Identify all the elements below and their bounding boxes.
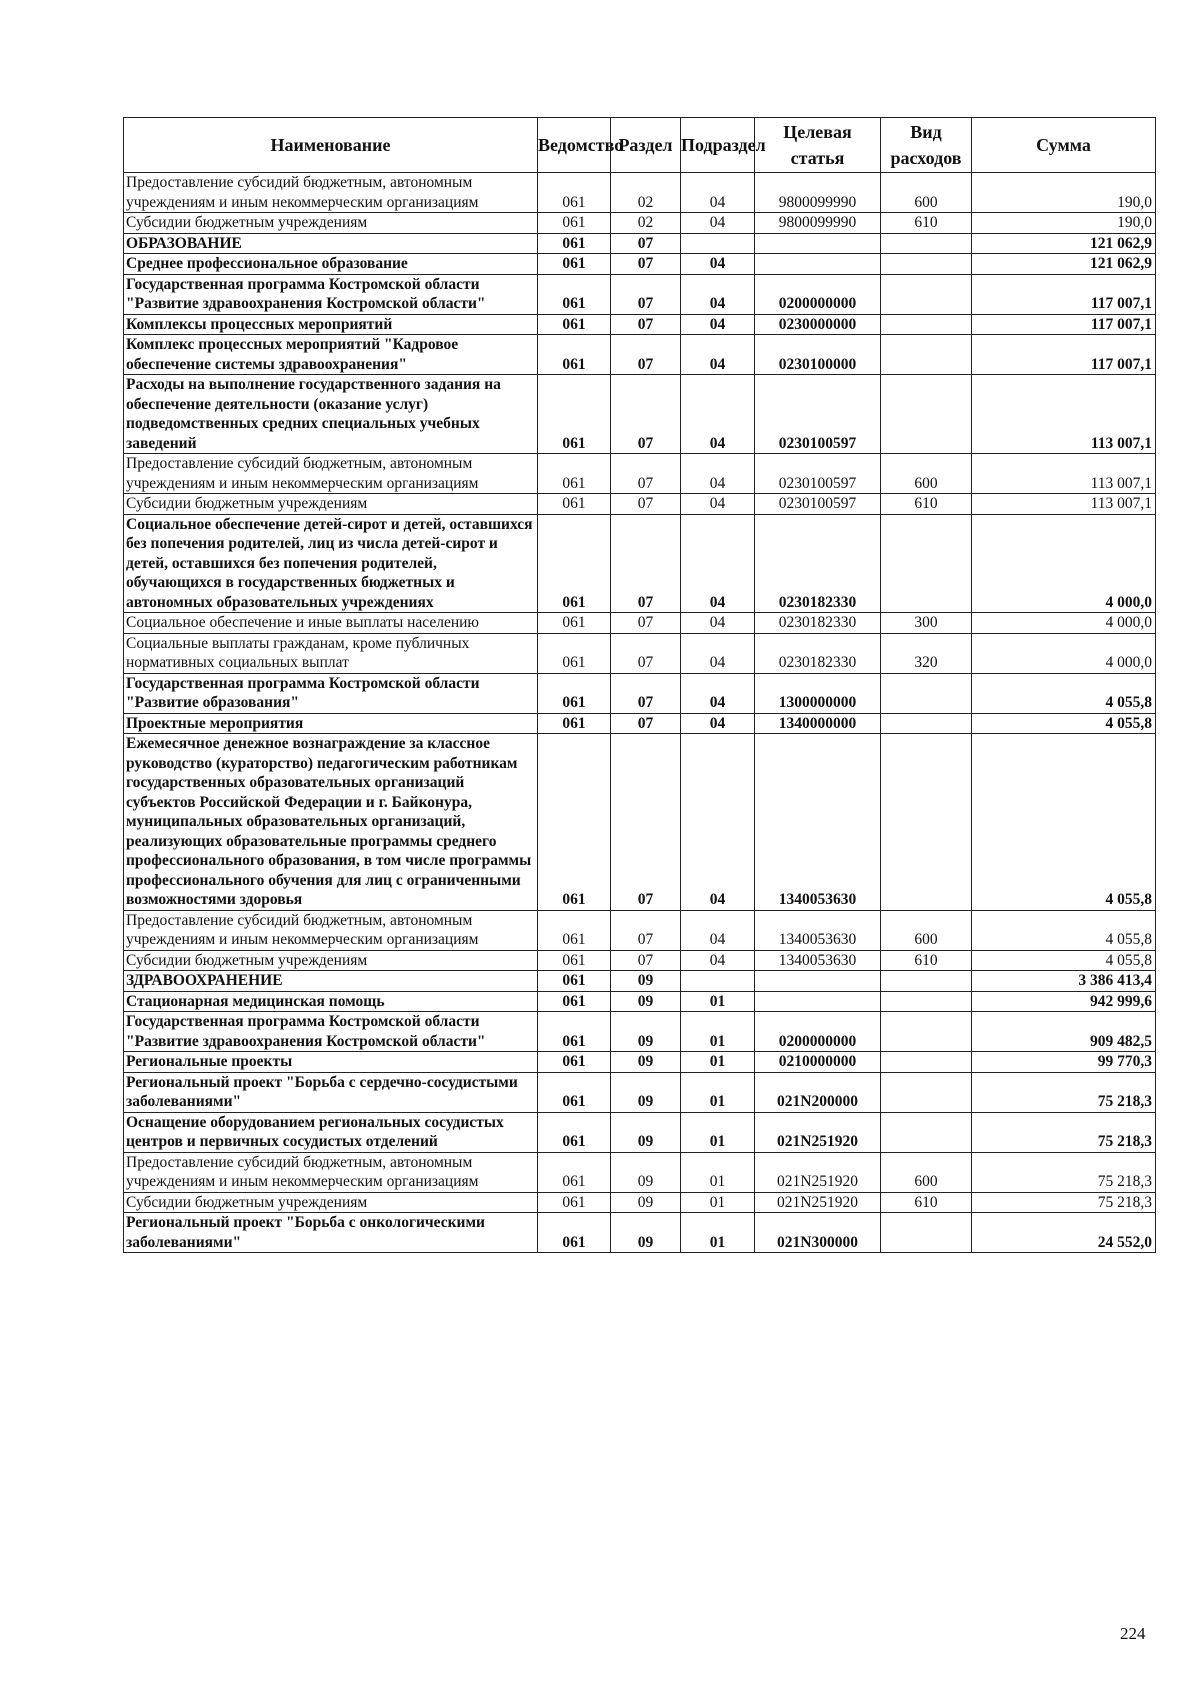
cell-name: Субсидии бюджетным учреждениям: [124, 950, 538, 971]
cell-section: 09: [611, 1152, 681, 1192]
cell-name: ОБРАЗОВАНИЕ: [124, 233, 538, 254]
cell-section: 07: [611, 633, 681, 673]
table-body: [124, 173, 1156, 1253]
cell-sum: 121 062,9: [972, 233, 1156, 254]
cell-target: 9800099990: [755, 213, 881, 234]
cell-sum: 4 055,8: [972, 950, 1156, 971]
table-row: [124, 734, 1156, 911]
cell-subsection: 04: [681, 274, 755, 314]
cell-ministry: 061: [538, 1152, 611, 1192]
table-row: [124, 213, 1156, 234]
table-row: [124, 1012, 1156, 1052]
header-ministry: Ведомство: [538, 118, 611, 173]
cell-target: 021N251920: [755, 1192, 881, 1213]
table-row: [124, 254, 1156, 275]
cell-section: 07: [611, 494, 681, 515]
cell-sum: 942 999,6: [972, 991, 1156, 1012]
table-row: [124, 971, 1156, 992]
cell-exp-type: [881, 734, 972, 911]
cell-subsection: 01: [681, 1072, 755, 1112]
cell-sum: 4 055,8: [972, 673, 1156, 713]
cell-target: 0200000000: [755, 274, 881, 314]
cell-sum: 117 007,1: [972, 314, 1156, 335]
cell-exp-type: [881, 314, 972, 335]
cell-section: 07: [611, 314, 681, 335]
cell-subsection: 04: [681, 910, 755, 950]
cell-target: 021N200000: [755, 1072, 881, 1112]
cell-ministry: 061: [538, 950, 611, 971]
cell-name: Проектные мероприятия: [124, 713, 538, 734]
table-row: [124, 1192, 1156, 1213]
cell-name: Государственная программа Костромской области "Развитие здравоохранения Костромской области": [124, 274, 538, 314]
cell-ministry: 061: [538, 713, 611, 734]
cell-name: ЗДРАВООХРАНЕНИЕ: [124, 971, 538, 992]
cell-target: 1340053630: [755, 734, 881, 911]
table-row: [124, 335, 1156, 375]
cell-name: Субсидии бюджетным учреждениям: [124, 1192, 538, 1213]
table-row: [124, 613, 1156, 634]
table-row: [124, 514, 1156, 613]
cell-name: Оснащение оборудованием региональных сосудистых центров и первичных сосудистых отделений: [124, 1112, 538, 1152]
cell-sum: 121 062,9: [972, 254, 1156, 275]
cell-subsection: 04: [681, 734, 755, 911]
cell-name: Предоставление субсидий бюджетным, автономным учреждениям и иным некоммерческим организациям: [124, 910, 538, 950]
cell-ministry: 061: [538, 734, 611, 911]
table-row: [124, 375, 1156, 454]
cell-exp-type: 320: [881, 633, 972, 673]
cell-sum: 113 007,1: [972, 454, 1156, 494]
cell-exp-type: [881, 673, 972, 713]
cell-sum: 75 218,3: [972, 1152, 1156, 1192]
cell-subsection: [681, 233, 755, 254]
cell-section: 07: [611, 335, 681, 375]
cell-target: 0230182330: [755, 514, 881, 613]
cell-target: 1340053630: [755, 950, 881, 971]
cell-name: Государственная программа Костромской области "Развитие образования": [124, 673, 538, 713]
table-row: [124, 910, 1156, 950]
cell-target: 021N251920: [755, 1112, 881, 1152]
cell-sum: 117 007,1: [972, 335, 1156, 375]
cell-section: 09: [611, 1213, 681, 1253]
cell-ministry: 061: [538, 1112, 611, 1152]
budget-table: [123, 117, 1156, 1253]
cell-subsection: 01: [681, 991, 755, 1012]
cell-sum: 113 007,1: [972, 375, 1156, 454]
cell-section: 07: [611, 233, 681, 254]
cell-exp-type: [881, 971, 972, 992]
cell-sum: 4 055,8: [972, 734, 1156, 911]
cell-ministry: 061: [538, 335, 611, 375]
cell-ministry: 061: [538, 494, 611, 515]
table-row: [124, 991, 1156, 1012]
cell-name: Предоставление субсидий бюджетным, автономным учреждениям и иным некоммерческим организациям: [124, 1152, 538, 1192]
cell-name: Социальные выплаты гражданам, кроме публичных нормативных социальных выплат: [124, 633, 538, 673]
cell-exp-type: 600: [881, 173, 972, 213]
cell-ministry: 061: [538, 1192, 611, 1213]
cell-name: Субсидии бюджетным учреждениям: [124, 494, 538, 515]
cell-section: 02: [611, 173, 681, 213]
cell-section: 07: [611, 454, 681, 494]
cell-ministry: 061: [538, 971, 611, 992]
cell-target: [755, 254, 881, 275]
cell-name: Комплексы процессных мероприятий: [124, 314, 538, 335]
cell-target: [755, 971, 881, 992]
table-row: [124, 1072, 1156, 1112]
cell-subsection: 01: [681, 1152, 755, 1192]
cell-target: 1300000000: [755, 673, 881, 713]
cell-exp-type: [881, 375, 972, 454]
cell-sum: 99 770,3: [972, 1052, 1156, 1073]
cell-subsection: 04: [681, 375, 755, 454]
cell-exp-type: [881, 1112, 972, 1152]
cell-exp-type: 610: [881, 213, 972, 234]
table-row: [124, 173, 1156, 213]
cell-sum: 4 055,8: [972, 713, 1156, 734]
page-number: 224: [1120, 1624, 1146, 1643]
cell-subsection: 01: [681, 1012, 755, 1052]
cell-subsection: 04: [681, 314, 755, 335]
cell-target: [755, 233, 881, 254]
cell-name: Региональный проект "Борьба с сердечно-сосудистыми заболеваниями": [124, 1072, 538, 1112]
cell-subsection: 01: [681, 1213, 755, 1253]
cell-target: 0230000000: [755, 314, 881, 335]
table-header-row: [124, 118, 1156, 173]
cell-name: Предоставление субсидий бюджетным, автономным учреждениям и иным некоммерческим организациям: [124, 454, 538, 494]
cell-name: Среднее профессиональное образование: [124, 254, 538, 275]
cell-section: 07: [611, 375, 681, 454]
table-row: [124, 274, 1156, 314]
cell-section: 07: [611, 673, 681, 713]
cell-name: Субсидии бюджетным учреждениям: [124, 213, 538, 234]
cell-ministry: 061: [538, 454, 611, 494]
cell-target: 9800099990: [755, 173, 881, 213]
cell-exp-type: 610: [881, 494, 972, 515]
cell-section: 09: [611, 1012, 681, 1052]
budget-table-container: [123, 117, 1155, 1253]
cell-ministry: 061: [538, 173, 611, 213]
cell-ministry: 061: [538, 673, 611, 713]
cell-subsection: 04: [681, 713, 755, 734]
cell-sum: 4 055,8: [972, 910, 1156, 950]
cell-target: 021N251920: [755, 1152, 881, 1192]
cell-name: Региональный проект "Борьба с онкологическими заболеваниями": [124, 1213, 538, 1253]
cell-ministry: 061: [538, 1052, 611, 1073]
cell-exp-type: [881, 1072, 972, 1112]
cell-target: 0230100597: [755, 494, 881, 515]
cell-target: [755, 991, 881, 1012]
cell-name: Расходы на выполнение государственного задания на обеспечение деятельности (оказание услуг) подведомственных средних специальных учебных заведений: [124, 375, 538, 454]
cell-section: 09: [611, 1192, 681, 1213]
cell-section: 07: [611, 613, 681, 634]
cell-section: 07: [611, 713, 681, 734]
cell-target: 0230100597: [755, 454, 881, 494]
cell-section: 09: [611, 971, 681, 992]
header-name: Наименование: [124, 118, 538, 173]
cell-target: 021N300000: [755, 1213, 881, 1253]
cell-section: 07: [611, 274, 681, 314]
cell-name: Комплекс процессных мероприятий "Кадровое обеспечение системы здравоохранения": [124, 335, 538, 375]
cell-ministry: 061: [538, 1213, 611, 1253]
cell-sum: 4 000,0: [972, 514, 1156, 613]
cell-subsection: 04: [681, 254, 755, 275]
cell-exp-type: [881, 1052, 972, 1073]
cell-exp-type: [881, 1213, 972, 1253]
cell-exp-type: [881, 713, 972, 734]
cell-sum: 909 482,5: [972, 1012, 1156, 1052]
cell-section: 07: [611, 734, 681, 911]
cell-exp-type: [881, 254, 972, 275]
header-subsection: Подраздел: [681, 118, 755, 173]
cell-sum: 75 218,3: [972, 1192, 1156, 1213]
table-row: [124, 1112, 1156, 1152]
cell-exp-type: 610: [881, 1192, 972, 1213]
cell-subsection: 01: [681, 1192, 755, 1213]
table-row: [124, 673, 1156, 713]
cell-sum: 4 000,0: [972, 613, 1156, 634]
cell-section: 07: [611, 910, 681, 950]
cell-section: 07: [611, 254, 681, 275]
cell-section: 07: [611, 950, 681, 971]
cell-subsection: 04: [681, 494, 755, 515]
cell-subsection: 04: [681, 613, 755, 634]
cell-exp-type: [881, 274, 972, 314]
cell-exp-type: [881, 514, 972, 613]
cell-target: 1340000000: [755, 713, 881, 734]
table-row: [124, 1052, 1156, 1073]
table-row: [124, 233, 1156, 254]
cell-subsection: 04: [681, 335, 755, 375]
cell-exp-type: 600: [881, 1152, 972, 1192]
cell-sum: 4 000,0: [972, 633, 1156, 673]
cell-sum: 117 007,1: [972, 274, 1156, 314]
cell-exp-type: 610: [881, 950, 972, 971]
cell-subsection: 01: [681, 1112, 755, 1152]
header-exp-type: Вид расходов: [881, 118, 972, 173]
cell-subsection: 04: [681, 173, 755, 213]
cell-subsection: 04: [681, 454, 755, 494]
cell-target: 0210000000: [755, 1052, 881, 1073]
cell-ministry: 061: [538, 1072, 611, 1112]
table-row: [124, 454, 1156, 494]
table-row: [124, 713, 1156, 734]
cell-sum: 190,0: [972, 173, 1156, 213]
cell-exp-type: [881, 1012, 972, 1052]
cell-ministry: 061: [538, 314, 611, 335]
cell-exp-type: [881, 233, 972, 254]
cell-target: 0230100000: [755, 335, 881, 375]
cell-ministry: 061: [538, 213, 611, 234]
cell-name: Социальное обеспечение и иные выплаты населению: [124, 613, 538, 634]
cell-target: 0230182330: [755, 633, 881, 673]
cell-sum: 75 218,3: [972, 1072, 1156, 1112]
cell-sum: 190,0: [972, 213, 1156, 234]
cell-section: 07: [611, 514, 681, 613]
table-row: [124, 494, 1156, 515]
cell-name: Региональные проекты: [124, 1052, 538, 1073]
cell-subsection: 04: [681, 950, 755, 971]
cell-ministry: 061: [538, 991, 611, 1012]
cell-target: 0230182330: [755, 613, 881, 634]
cell-sum: 113 007,1: [972, 494, 1156, 515]
cell-subsection: 01: [681, 1052, 755, 1073]
cell-ministry: 061: [538, 254, 611, 275]
header-section: Раздел: [611, 118, 681, 173]
cell-sum: 75 218,3: [972, 1112, 1156, 1152]
table-row: [124, 1213, 1156, 1253]
cell-name: Социальное обеспечение детей-сирот и детей, оставшихся без попечения родителей, лиц из числа детей-сирот и детей, оставшихся без попечения родителей, обучающихся в государственных бюджетных и автономных образовательных учреждениях: [124, 514, 538, 613]
table-row: [124, 950, 1156, 971]
cell-ministry: 061: [538, 233, 611, 254]
cell-ministry: 061: [538, 514, 611, 613]
cell-section: 09: [611, 991, 681, 1012]
cell-section: 09: [611, 1072, 681, 1112]
cell-ministry: 061: [538, 1012, 611, 1052]
header-sum: Сумма: [972, 118, 1156, 173]
cell-ministry: 061: [538, 910, 611, 950]
cell-ministry: 061: [538, 375, 611, 454]
cell-subsection: 04: [681, 673, 755, 713]
table-row: [124, 1152, 1156, 1192]
cell-name: Стационарная медицинская помощь: [124, 991, 538, 1012]
cell-exp-type: [881, 991, 972, 1012]
table-row: [124, 314, 1156, 335]
cell-exp-type: [881, 335, 972, 375]
cell-name: Ежемесячное денежное вознаграждение за классное руководство (кураторство) педагогическим работникам государственных образовательных организаций субъектов Российской Федерации и г. Байконура, муниципальных образовательных организаций, реализующих образовательные программы среднего профессионального образования, в том числе программы профессионального обучения для лиц с ограниченными возможностями здоровья: [124, 734, 538, 911]
table-row: [124, 633, 1156, 673]
cell-subsection: 04: [681, 514, 755, 613]
cell-target: 1340053630: [755, 910, 881, 950]
cell-ministry: 061: [538, 274, 611, 314]
cell-name: Предоставление субсидий бюджетным, автономным учреждениям и иным некоммерческим организациям: [124, 173, 538, 213]
header-target: Целевая статья: [755, 118, 881, 173]
cell-name: Государственная программа Костромской области "Развитие здравоохранения Костромской области": [124, 1012, 538, 1052]
cell-ministry: 061: [538, 613, 611, 634]
cell-section: 09: [611, 1112, 681, 1152]
cell-sum: 24 552,0: [972, 1213, 1156, 1253]
cell-subsection: 04: [681, 213, 755, 234]
cell-ministry: 061: [538, 633, 611, 673]
cell-exp-type: 600: [881, 910, 972, 950]
cell-exp-type: 300: [881, 613, 972, 634]
cell-target: 0200000000: [755, 1012, 881, 1052]
cell-section: 09: [611, 1052, 681, 1073]
cell-target: 0230100597: [755, 375, 881, 454]
cell-exp-type: 600: [881, 454, 972, 494]
cell-subsection: 04: [681, 633, 755, 673]
cell-section: 02: [611, 213, 681, 234]
cell-sum: 3 386 413,4: [972, 971, 1156, 992]
cell-subsection: [681, 971, 755, 992]
